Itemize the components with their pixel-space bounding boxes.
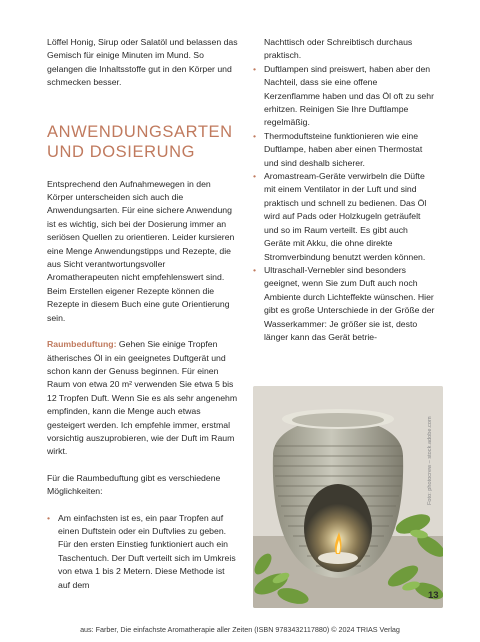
right-column	[253, 36, 435, 344]
raumbeduftung-lead: Raumbeduftung:	[47, 339, 117, 350]
left-column	[47, 36, 239, 592]
photo-credit: Foto: photocrew – stock.adobe.com	[427, 416, 433, 505]
raumbeduftung-paragraph	[47, 338, 239, 459]
options-intro: Für die Raumbeduftung gibt es verschiedene Möglichkeiten:	[47, 472, 221, 497]
list-item: • Am einfachsten ist es, ein paar Tropfen auf einen Duftstein oder ein Duftvlies zu geben. Für den ersten Einstieg funktioniert auch ein Taschentuch. Der Duft verteilt sich im Umkreis von etwa 1 bis 2 Metern. Diese Methode ist auf dem	[47, 512, 239, 592]
continued-text: Nachttisch oder Schreibtisch durchaus praktisch.	[264, 37, 413, 61]
list-item: • Ultraschall-Vernebler sind besonders geeignet, wenn Sie zum Duft auch noch Ambiente durch Lichteffekte wünschen. Hier gibt es große Unterschiede in der Größe der Wasserkammer: Je größer sie ist, desto länger kann das Gerät betrie-	[253, 264, 435, 344]
aroma-lamp-photo	[253, 386, 443, 608]
left-bullet-list	[47, 512, 239, 592]
aroma-lamp-illustration	[253, 386, 443, 608]
source-footer: aus: Farber, Die einfachste Aromatherapie aller Zeiten (ISBN 9783432117880) © 2024 TRIAS Verlag	[80, 625, 400, 634]
intro-paragraph: Löffel Honig, Sirup oder Salatöl und belassen das Gemisch für einige Minuten im Mund. So gelangen die Inhaltsstoffe gut in den Körper und schmecken besser.	[47, 37, 238, 88]
page-number: 13	[428, 590, 439, 601]
list-item: • Thermoduftsteine funktionieren wie eine Duftlampe, haben aber einen Thermostat und sind deshalb sicherer.	[253, 130, 435, 170]
section-heading: ANWENDUNGSARTEN UND DOSIERUNG	[47, 122, 233, 161]
raumbeduftung-text: Gehen Sie einige Tropfen ätherisches Öl in ein geeignetes Duftgerät und schon kann der Genuss beginnen. Für einen Raum von etwa 20 m² verwenden Sie etwa 5 bis 12 Tropfen Duft. Wenn Sie es als sehr angenehm empfinden, kann die Menge auch etwas gesteigert werden. Ich empfehle immer, erstmal vorsichtig auszuprobieren, wie der Duft im Raum wirkt.	[47, 339, 238, 457]
right-bullet-list	[253, 63, 435, 345]
list-item: • Duftlampen sind preiswert, haben aber den Nachteil, dass sie eine offene Kerzenflamme haben und das Öl oft zu sehr erhitzen. Reinigen Sie Ihre Duftlampe regelmäßig.	[253, 63, 435, 130]
list-item: • Aromastream-Geräte verwirbeln die Düfte mit einem Ventilator in der Luft und sind praktisch und schnell zu bedienen. Das Öl wird auf Pads oder Holzkugeln geträufelt und so im Raum verteilt. Es gibt auch Geräte mit Akku, die ohne direkte Stromverbindung benutzt werden können.	[253, 170, 435, 264]
body-paragraph: Entsprechend den Aufnahmewegen in den Körper unterscheiden sich auch die Anwendungsarten. Für eine sichere Anwendung ist es wichtig, sich bei der Dosierung immer an seriösen Quellen zu orientieren. Leider kursieren eine Menge Anwendungstipps und Rezepte, die aus Sicht verantwortungsvoller Aromatherapeuten nicht empfehlenswert sind. Beim Erstellen eigener Rezepte können die Rezepte in diesem Buch eine gute Orientierung sein.	[47, 178, 235, 323]
